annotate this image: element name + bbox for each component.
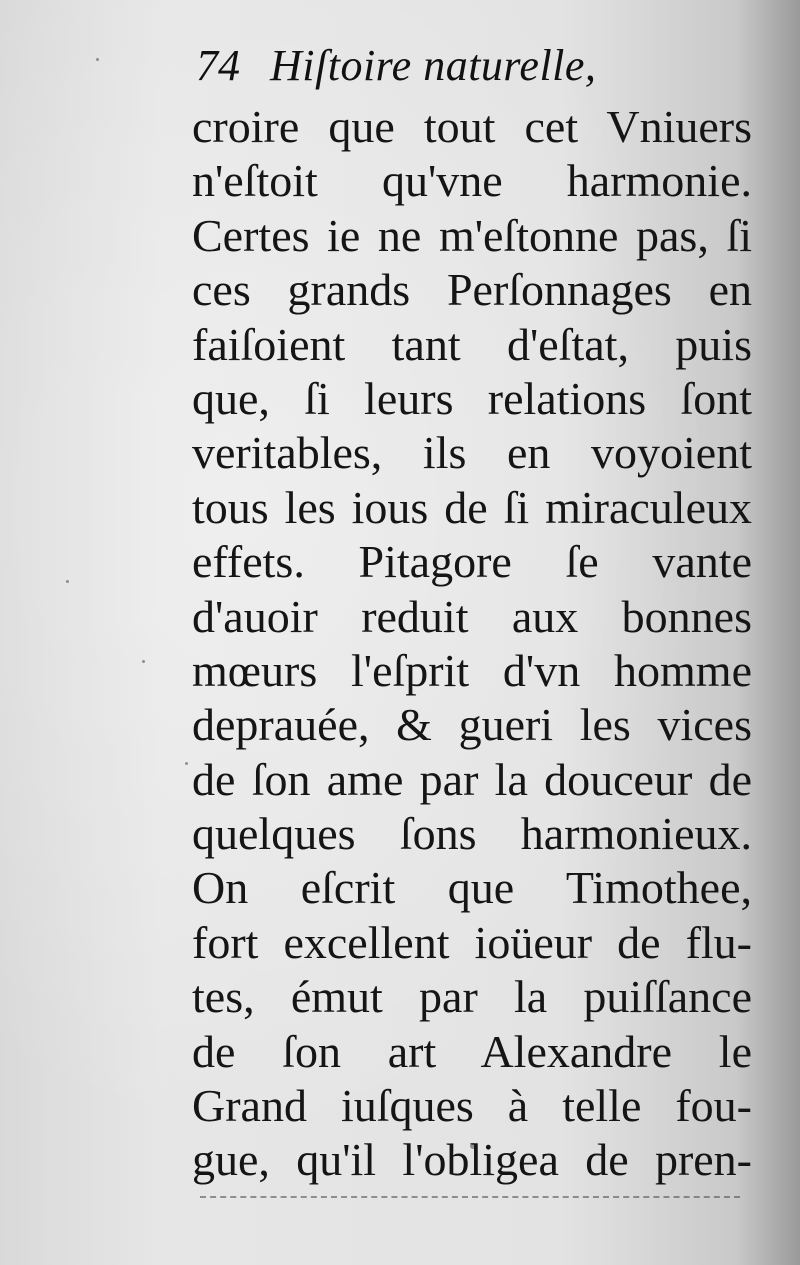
text-line: ces grands Perſonnages en bbox=[192, 264, 752, 316]
running-title: Hiſtoire naturelle, bbox=[270, 41, 597, 90]
text-line: que, ſi leurs relations ſont bbox=[192, 372, 752, 424]
page-number: 74 bbox=[196, 41, 240, 90]
text-line: tes, émut par la puiſſance bbox=[192, 971, 752, 1023]
text-line: de ſon ame par la douceur de bbox=[192, 753, 752, 805]
paper-speck bbox=[96, 58, 99, 61]
text-line: croire que tout cet Vniuers bbox=[192, 101, 752, 152]
text-line: mœurs l'eſprit d'vn homme bbox=[192, 644, 752, 696]
text-line: fort excellent ioüeur de flu- bbox=[192, 916, 752, 968]
text-line: On eſcrit que Timothee, bbox=[192, 862, 752, 914]
text-line: quelques ſons harmonieux. bbox=[192, 808, 752, 860]
text-line: d'auoir reduit aux bonnes bbox=[192, 590, 752, 642]
paper-speck bbox=[185, 762, 188, 765]
text-line: gue, qu'il l'obligea de pren- bbox=[192, 1134, 752, 1186]
text-line: Grand iuſques à telle fou- bbox=[192, 1080, 752, 1132]
paper-speck bbox=[66, 580, 69, 583]
text-line: n'eſtoit qu'vne harmonie. bbox=[192, 155, 752, 207]
text-line: faiſoient tant d'eſtat, puis bbox=[192, 318, 752, 370]
text-line: tous les ious de ſi miraculeux bbox=[192, 481, 752, 533]
text-line: veritables, ils en voyoient bbox=[192, 427, 752, 479]
body-text bbox=[192, 100, 752, 1188]
page-header bbox=[196, 40, 596, 100]
text-line: deprauée, & gueri les vices bbox=[192, 699, 752, 751]
text-line: Certes ie ne m'eſtonne pas, ſi bbox=[192, 209, 752, 261]
text-line: effets. Pitagore ſe vante bbox=[192, 536, 752, 588]
paper-speck bbox=[142, 660, 145, 663]
text-line: de ſon art Alexandre le bbox=[192, 1025, 752, 1077]
bottom-rule bbox=[200, 1196, 740, 1198]
